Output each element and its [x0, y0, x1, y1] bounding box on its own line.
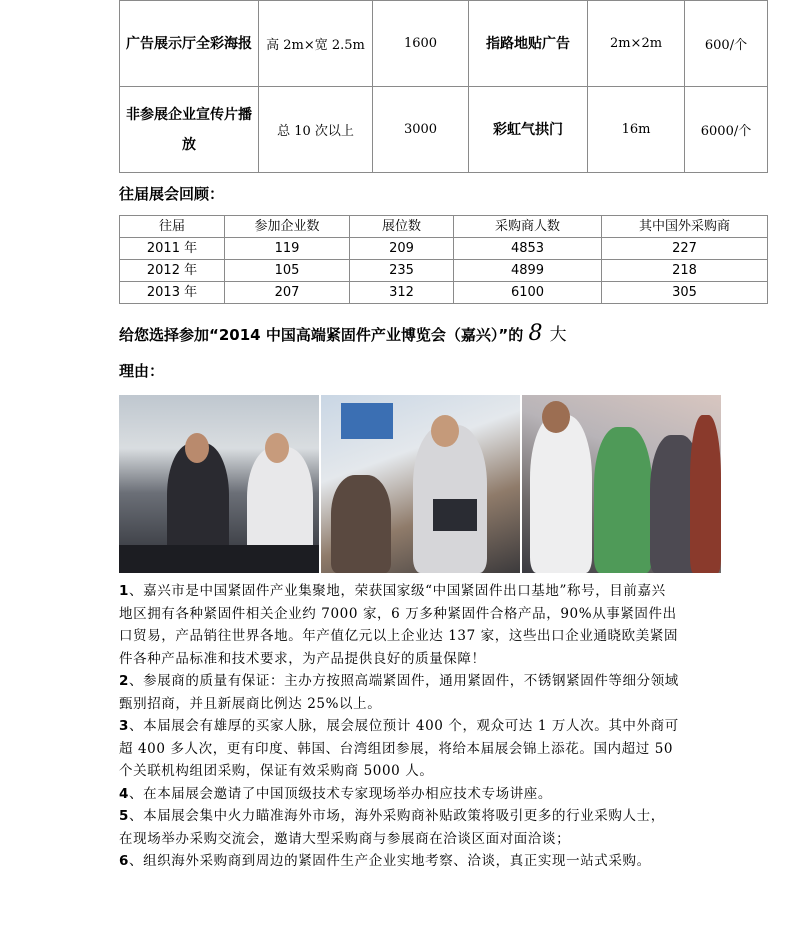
- column-header: 采购商人数: [454, 216, 602, 238]
- list-item-text: 、本届展会集中火力瞄准海外市场，海外采购商补贴政策将吸引更多的行业采购人士， 在现场举办采购交流会，邀请大型采购商与参展商在洽谈区面对面洽谈；: [119, 808, 665, 847]
- ad-item-cell: 彩虹气拱门: [469, 87, 588, 173]
- laptop-shape: [433, 499, 477, 531]
- ad-size-cell: 总 10 次以上: [259, 87, 373, 173]
- list-item-text: 、嘉兴市是中国紧固件产业集聚地，荣获国家级“中国紧固件出口基地”称号，目前嘉兴地区拥有各种紧固件相关企业约 7000 家，6 万多种紧固件合格产品，90%从事紧固件出口贸易，产品销往世界各地。年产值亿元以上企业达 137 家，这些出口企业通晓欧美紧固件各种产品标准和技术要求，为产品提供良好的质量保障！: [119, 583, 679, 667]
- table-cell: 119: [225, 238, 350, 260]
- table-row: [120, 238, 768, 260]
- history-table: [119, 215, 768, 304]
- person-shape: [530, 415, 592, 573]
- table-cell: 4899: [454, 260, 602, 282]
- list-item: [119, 850, 679, 873]
- table-header-row: [120, 216, 768, 238]
- expo-photo: [321, 395, 520, 573]
- expo-photo: [119, 395, 319, 573]
- table-cell: 227: [602, 238, 768, 260]
- table-cell: 235: [350, 260, 454, 282]
- ad-size-cell: 高 2m×宽 2.5m: [259, 1, 373, 87]
- reasons-heading-line2: 理由：: [119, 362, 165, 380]
- column-header: 往届: [120, 216, 225, 238]
- ad-item-cell: 广告展示厅全彩海报: [120, 1, 259, 87]
- list-item-text: 、组织海外采购商到周边的紧固件生产企业实地考察、洽谈，真正实现一站式采购。: [129, 853, 651, 869]
- list-item: [119, 580, 679, 670]
- column-header: 参加企业数: [225, 216, 350, 238]
- table-cell: 312: [350, 282, 454, 304]
- list-item-number: 6: [119, 853, 129, 869]
- list-item: [119, 670, 679, 715]
- history-heading: 往届展会回顾：: [119, 185, 225, 203]
- list-item-number: 4: [119, 785, 129, 802]
- expo-photo: [522, 395, 721, 573]
- machine-shape: [119, 545, 319, 573]
- list-item: [119, 783, 679, 806]
- ad-price-cell: 3000: [373, 87, 469, 173]
- reasons-count: 8: [528, 321, 545, 346]
- table-cell: 2011 年: [120, 238, 225, 260]
- table-cell: 209: [350, 238, 454, 260]
- list-item: [119, 715, 679, 783]
- table-cell: 6100: [454, 282, 602, 304]
- list-item-number: 1: [119, 583, 129, 599]
- ad-price-cell: 600/个: [685, 1, 768, 87]
- ad-size-cell: 16m: [588, 87, 685, 173]
- ad-price-cell: 1600: [373, 1, 469, 87]
- list-item-text: 、本届展会有雄厚的买家人脉，展会展位预计 400 个，观众可达 1 万人次。其中外商可超 400 多人次，更有印度、韩国、台湾组团参展，将给本届展会锦上添花。国内超过 50 个关联机构组团采购，保证有效采购商 5000 人。: [119, 718, 679, 779]
- table-cell: 305: [602, 282, 768, 304]
- reasons-list: [119, 580, 679, 873]
- person-head: [542, 401, 570, 433]
- person-shape: [594, 427, 652, 573]
- ad-price-cell: 6000/个: [685, 87, 768, 173]
- table-row: [120, 87, 768, 173]
- table-row: [120, 282, 768, 304]
- reasons-heading: [119, 320, 567, 346]
- table-cell: 2012 年: [120, 260, 225, 282]
- ad-item-cell: 非参展企业宣传片播放: [120, 87, 259, 173]
- ad-item-cell: 指路地贴广告: [469, 1, 588, 87]
- ad-size-cell: 2m×2m: [588, 1, 685, 87]
- list-item-number: 2: [119, 673, 129, 689]
- table-cell: 218: [602, 260, 768, 282]
- list-item-text: 、参展商的质量有保证：主办方按照高端紧固件，通用紧固件，不锈钢紧固件等细分领域甄别招商，并且新展商比例达 25%以上。: [119, 673, 679, 712]
- list-item: [119, 805, 679, 850]
- reasons-heading-prefix: 给您选择参加“2014 中国高端紧固件产业博览会（嘉兴）”的: [119, 326, 524, 344]
- column-header: 其中国外采购商: [602, 216, 768, 238]
- column-header: 展位数: [350, 216, 454, 238]
- list-item-number: 3: [119, 718, 129, 734]
- booth-sign: [341, 403, 393, 439]
- list-item-text: 、在本届展会邀请了中国顶级技术专家现场举办相应技术专场讲座。: [129, 785, 552, 802]
- expo-photo-strip: [119, 395, 721, 573]
- table-cell: 207: [225, 282, 350, 304]
- table-cell: 105: [225, 260, 350, 282]
- person-head: [265, 433, 289, 463]
- table-row: [120, 1, 768, 87]
- table-cell: 4853: [454, 238, 602, 260]
- person-shape: [331, 475, 391, 573]
- person-head: [185, 433, 209, 463]
- list-item-number: 5: [119, 808, 129, 824]
- person-head: [431, 415, 459, 447]
- table-cell: 2013 年: [120, 282, 225, 304]
- person-shape: [690, 415, 721, 573]
- ad-pricing-table: [119, 0, 768, 173]
- reasons-heading-suffix: 大: [549, 325, 567, 345]
- table-row: [120, 260, 768, 282]
